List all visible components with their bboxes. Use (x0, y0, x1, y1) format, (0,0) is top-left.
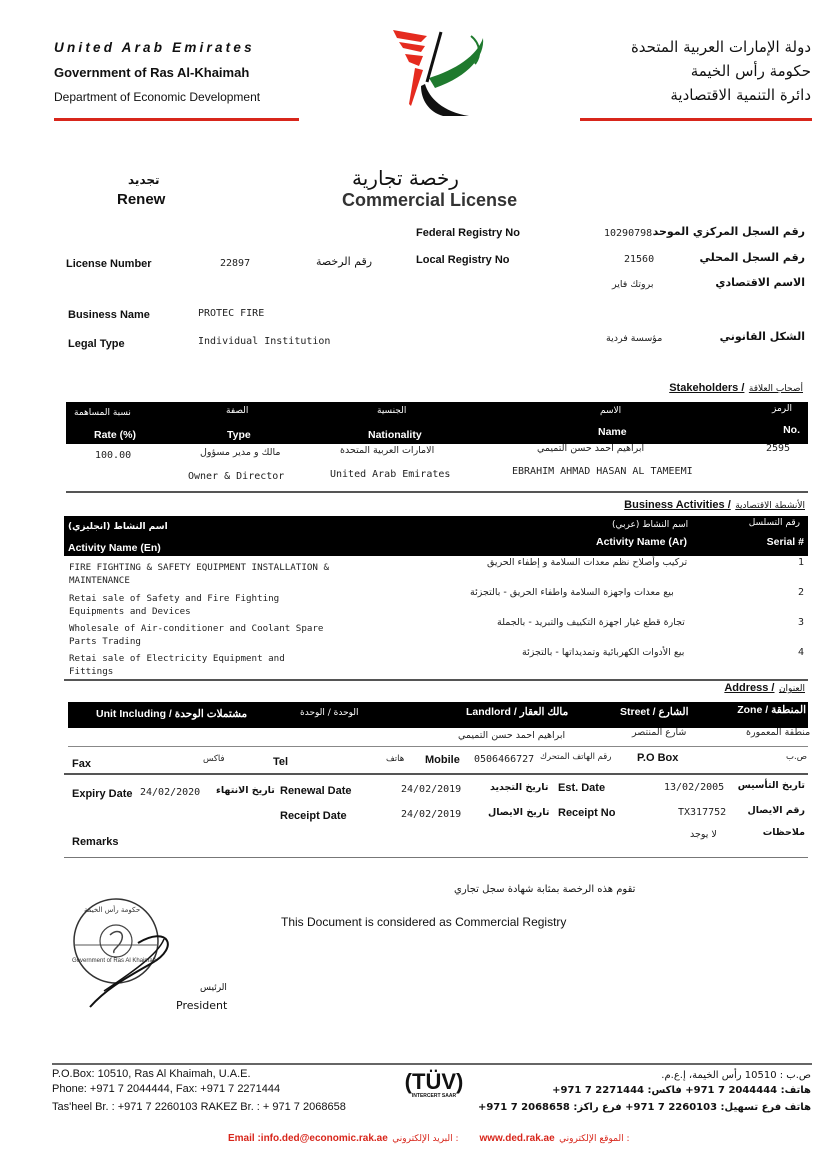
receipt-no-label-ar: رقم الايصال (747, 805, 805, 816)
col-type-ar: الصفة (226, 406, 249, 416)
col-serial: Serial # (766, 536, 804, 548)
est-date-label-ar: تاريخ التأسيس (737, 780, 805, 791)
activities-title-en: Business Activities / (624, 499, 731, 511)
stamp-text-bottom: Government of Ras Al Khaimah (72, 958, 157, 964)
col-no: No. (783, 424, 800, 436)
activity-ar: تركيب وأصلاح نظم معدات السلامة و إطفاء الحريق (487, 557, 688, 568)
rak-ded-logo-icon (385, 26, 495, 121)
local-registry-value: 21560 (624, 254, 655, 265)
receipt-no-label: Receipt No (558, 807, 616, 819)
activity-en: Retai sale of Electricity Equipment and Fittings (69, 653, 285, 677)
col-landlord: Landlord / مالك العقار (466, 706, 569, 718)
activity-serial: 3 (798, 617, 805, 628)
legal-type-label-ar: الشكل القانوني (719, 330, 805, 343)
col-street: Street / الشارع (620, 706, 689, 718)
footer-ar-line2: هاتف: 2044444 7 971+ فاكس: 2271444 7 971+ (552, 1085, 811, 1096)
col-no-ar: الرمز (772, 404, 792, 414)
receipt-date-label: Receipt Date (280, 810, 347, 822)
col-name: Name (598, 426, 627, 438)
activity-serial: 1 (798, 557, 805, 568)
stakeholders-section-title (669, 378, 803, 396)
activity-en: FIRE FIGHTING & SAFETY EQUIPMENT INSTALLATION & MAINTENANCE (69, 562, 329, 586)
business-name-label: Business Name (68, 309, 150, 321)
commercial-registry-note: This Document is considered as Commercial Registry (281, 915, 567, 929)
stakeholder-nationality-ar: الامارات العربية المتحدة (340, 445, 435, 456)
mobile-value: 0506466727 (474, 754, 535, 765)
renewal-date-label-ar: تاريخ التجديد (490, 782, 549, 793)
address-title-en: Address / (724, 682, 775, 694)
president-title-ar: الرئيس (200, 983, 227, 993)
local-registry-label: Local Registry No (416, 254, 510, 266)
document-title-ar: رخصة تجارية (352, 166, 459, 190)
tuv-sub: INTERCERT SAAR (411, 1093, 457, 1099)
stakeholders-bottom-rule (66, 491, 808, 493)
col-type: Type (227, 429, 251, 441)
tuv-text: TÜV (412, 1069, 456, 1094)
header-ar-line1: دولة الإمارات العربية المتحدة (630, 38, 811, 56)
est-date-label: Est. Date (558, 782, 606, 794)
federal-registry-label: Federal Registry No (416, 227, 520, 239)
address-table-header (68, 702, 808, 728)
dates-bottom-rule (64, 857, 808, 858)
col-zone: Zone / المنطقة (737, 704, 806, 716)
legal-type-value-ar: مؤسسة فردية (606, 333, 663, 344)
remarks-value-ar: لا يوجد (690, 829, 717, 840)
header-right-red-rule (580, 118, 812, 121)
activity-serial: 2 (798, 587, 805, 598)
license-number-label: License Number (66, 258, 152, 270)
footer-contact (228, 1128, 629, 1146)
stakeholders-title-ar: أصحاب العلاقة (748, 384, 803, 394)
expiry-date-label-ar: تاريخ الانتهاء (216, 785, 275, 796)
col-unit-including: Unit Including / مشتملات الوحدة (96, 708, 248, 720)
stakeholders-table-header (66, 402, 808, 444)
activity-en: Retai sale of Safety and Fire Fighting Equipments and Devices (69, 593, 280, 617)
receipt-date-value: 24/02/2019 (401, 809, 462, 820)
address-bottom-rule (64, 773, 808, 775)
header-en-line3: Department of Economic Development (54, 90, 261, 104)
stakeholder-name-ar: ابراهيم احمد حسن التميمي (537, 443, 645, 454)
remarks-label: Remarks (72, 836, 119, 848)
address-landlord: ابراهيم احمد حسن التميمي (458, 730, 566, 741)
col-name-ar: الاسم (600, 406, 622, 416)
header-en-line2: Government of Ras Al-Khaimah (54, 65, 250, 80)
address-section-title (724, 678, 805, 696)
federal-registry-value: 10290798 (604, 228, 653, 239)
footer-en-line2: Phone: +971 7 2044444, Fax: +971 7 2271444 (52, 1083, 281, 1095)
commercial-registry-note-ar: تقوم هذه الرخصة بمثابة شهادة سجل تجاري (454, 884, 636, 895)
fax-label-ar: فاكس (203, 754, 225, 764)
stamp-text-top: حكومة رأس الخيمة (84, 906, 141, 914)
pobox-label: P.O Box (637, 752, 679, 764)
footer-en-line1: P.O.Box: 10510, Ras Al Khaimah, U.A.E. (52, 1068, 251, 1080)
email-label-ar: البريد الإلكتروني : (392, 1134, 459, 1144)
economic-name-label-ar: الاسم الاقتصادي (715, 276, 805, 289)
col-nationality-ar: الجنسية (377, 406, 407, 416)
remarks-label-ar: ملاحظات (762, 827, 805, 838)
tuv-certification-icon: (TÜV) INTERCERT SAAR (404, 1069, 464, 1099)
header-ar-line2: حكومة رأس الخيمة (690, 62, 811, 80)
license-number-value: 22897 (220, 258, 251, 269)
mobile-label: Mobile (425, 754, 460, 766)
renewal-date-value: 24/02/2019 (401, 784, 462, 795)
address-street: شارع المنتصر (632, 727, 687, 738)
address-mid-rule (68, 746, 808, 747)
activity-en: Wholesale of Air-conditioner and Coolant Spare Parts Trading (69, 623, 324, 647)
col-rate: Rate (%) (94, 429, 137, 441)
footer-ar-line3: هاتف فرع تسهيل: 2260103 7 971+ فرع راكز: 2068658 7 971+ (477, 1102, 811, 1113)
president-title: President (176, 999, 228, 1012)
activity-ar: بيع الأدوات الكهربائية وتمديداتها - بالتجزئة (522, 647, 685, 658)
tel-label-ar: هاتف (386, 754, 405, 764)
license-number-label-ar: رقم الرخصة (316, 255, 373, 268)
col-unit: الوحدة / الوحدة (300, 708, 359, 718)
economic-name-value-ar: بروتك فاير (612, 279, 654, 290)
activities-section-title (624, 495, 805, 513)
stakeholder-no: 2595 (766, 443, 791, 454)
activity-ar: تجارة قطع غيار اجهزة التكييف والتبريد - بالجملة (497, 617, 685, 628)
footer-top-rule (52, 1063, 812, 1065)
renew-status: Renew (117, 191, 166, 208)
col-serial-ar: رقم التسلسل (748, 518, 800, 528)
address-title-ar: العنوان (778, 684, 805, 694)
col-rate-ar: نسبة المساهمة (74, 408, 131, 418)
activity-serial: 4 (798, 647, 805, 658)
footer-ar-line1: ص.ب : 10510 رأس الخيمة، إ.ع.م. (661, 1070, 811, 1081)
header-left-red-rule (54, 118, 299, 121)
email-link[interactable]: Email :info.ded@economic.rak.ae (228, 1133, 388, 1144)
header-ar-line3: دائرة التنمية الاقتصادية (670, 86, 811, 104)
activities-table-header (64, 516, 808, 556)
stakeholder-type: Owner & Director (188, 471, 285, 482)
local-registry-label-ar: رقم السجل المحلي (699, 251, 805, 264)
address-zone: منطقة المعمورة (746, 727, 811, 738)
col-activity-ar-ar: اسم النشاط (عربي) (612, 520, 689, 530)
fax-label: Fax (72, 758, 91, 770)
col-nationality: Nationality (368, 429, 422, 441)
pobox-label-ar: ص.ب (786, 752, 807, 762)
legal-type-label: Legal Type (68, 338, 125, 350)
stakeholder-type-ar: مالك و مدير مسؤول (200, 447, 281, 458)
stakeholders-title-en: Stakeholders / (669, 382, 745, 394)
renewal-date-label: Renewal Date (280, 785, 352, 797)
mobile-label-ar: رقم الهاتف المتحرك (540, 752, 612, 762)
website-label-ar: الموقع الإلكتروني : (559, 1134, 630, 1144)
document-title: Commercial License (342, 190, 518, 210)
activities-bottom-rule (64, 679, 808, 681)
col-activity-en: Activity Name (En) (68, 542, 161, 554)
business-name-value: PROTEC FIRE (198, 308, 265, 319)
est-date-value: 13/02/2005 (664, 782, 725, 793)
renew-status-ar: تجديد (128, 173, 160, 187)
stakeholder-rate: 100.00 (95, 450, 132, 461)
receipt-date-label-ar: تاريخ الايصال (488, 807, 550, 818)
stakeholder-name: EBRAHIM AHMAD HASAN AL TAMEEMI (512, 466, 693, 477)
footer-en-line3: Tas'heel Br. : +971 7 2260103 RAKEZ Br. : + 971 7 2068658 (52, 1101, 346, 1113)
header-en-line1: United Arab Emirates (54, 40, 255, 55)
col-activity-en-ar: اسم النشاط (انجليزي) (68, 522, 168, 532)
expiry-date-label: Expiry Date (72, 788, 133, 800)
col-activity-ar: Activity Name (Ar) (596, 536, 688, 548)
stakeholder-nationality: United Arab Emirates (330, 469, 451, 480)
expiry-date-value: 24/02/2020 (140, 787, 201, 798)
federal-registry-label-ar: رقم السجل المركزي الموحد (652, 225, 805, 238)
website-link[interactable]: www.ded.rak.ae (479, 1133, 555, 1144)
legal-type-value: Individual Institution (198, 336, 331, 347)
activity-ar: بيع معدات واجهزة السلامة واطفاء الحريق - بالتجزئة (470, 587, 674, 598)
activities-title-ar: الأنشطة الاقتصادية (735, 501, 805, 511)
tel-label: Tel (273, 756, 289, 768)
receipt-no-value: TX317752 (678, 807, 727, 818)
